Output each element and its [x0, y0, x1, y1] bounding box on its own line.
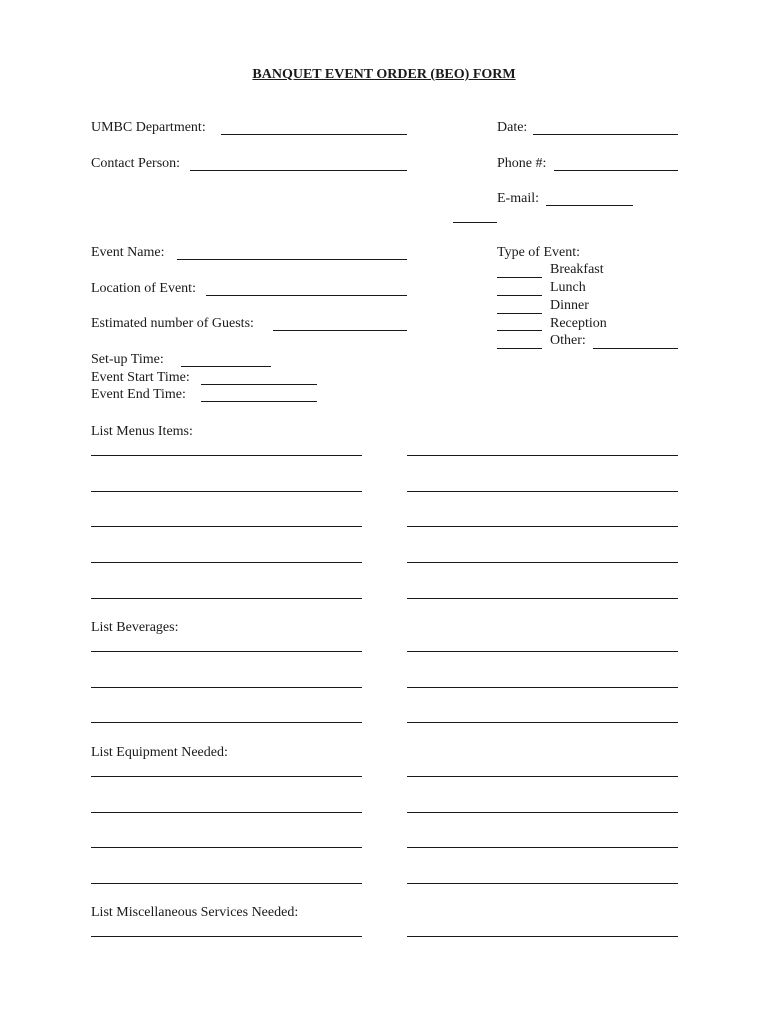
breakfast-option: Breakfast	[550, 262, 604, 277]
equipment-line[interactable]	[407, 812, 678, 813]
event-name-label: Event Name:	[91, 245, 165, 260]
setup-time-field[interactable]	[181, 366, 271, 367]
equipment-line[interactable]	[407, 776, 678, 777]
setup-time-label: Set-up Time:	[91, 352, 164, 367]
menu-line[interactable]	[407, 562, 678, 563]
beverages-line[interactable]	[407, 687, 678, 688]
dinner-option: Dinner	[550, 298, 589, 313]
menu-line[interactable]	[407, 598, 678, 599]
lunch-checkline[interactable]	[497, 295, 542, 296]
email-field-continuation[interactable]	[453, 222, 497, 223]
equipment-line[interactable]	[91, 883, 362, 884]
menu-line[interactable]	[407, 455, 678, 456]
end-time-field[interactable]	[201, 401, 317, 402]
date-label: Date:	[497, 120, 528, 135]
menu-line[interactable]	[91, 455, 362, 456]
beverages-line[interactable]	[407, 651, 678, 652]
menu-line[interactable]	[407, 526, 678, 527]
equipment-line[interactable]	[91, 776, 362, 777]
event-name-field[interactable]	[177, 259, 407, 260]
reception-option: Reception	[550, 316, 607, 331]
beverages-line[interactable]	[407, 722, 678, 723]
contact-person-label: Contact Person:	[91, 156, 181, 171]
menu-section-label: List Menus Items:	[91, 424, 193, 439]
other-field[interactable]	[593, 348, 678, 349]
other-option: Other:	[550, 333, 586, 348]
phone-label: Phone #:	[497, 156, 547, 171]
form-title: BANQUET EVENT ORDER (BEO) FORM	[252, 67, 516, 82]
dinner-checkline[interactable]	[497, 313, 542, 314]
lunch-option: Lunch	[550, 280, 586, 295]
menu-line[interactable]	[91, 491, 362, 492]
equipment-line[interactable]	[91, 847, 362, 848]
guests-label: Estimated number of Guests:	[91, 316, 254, 331]
department-label: UMBC Department:	[91, 120, 206, 135]
menu-line[interactable]	[407, 491, 678, 492]
other-checkline[interactable]	[497, 348, 542, 349]
end-time-label: Event End Time:	[91, 387, 186, 402]
guests-field[interactable]	[273, 330, 407, 331]
equipment-line[interactable]	[91, 812, 362, 813]
menu-line[interactable]	[91, 598, 362, 599]
misc-line[interactable]	[91, 936, 362, 937]
beverages-line[interactable]	[91, 687, 362, 688]
type-of-event-label: Type of Event:	[497, 245, 580, 260]
location-field[interactable]	[206, 295, 407, 296]
start-time-label: Event Start Time:	[91, 370, 190, 385]
equipment-line[interactable]	[407, 847, 678, 848]
misc-section-label: List Miscellaneous Services Needed:	[91, 905, 299, 920]
reception-checkline[interactable]	[497, 330, 542, 331]
contact-person-field[interactable]	[190, 170, 407, 171]
start-time-field[interactable]	[201, 384, 317, 385]
misc-line[interactable]	[407, 936, 678, 937]
beverages-section-label: List Beverages:	[91, 620, 179, 635]
beverages-line[interactable]	[91, 722, 362, 723]
equipment-line[interactable]	[407, 883, 678, 884]
menu-line[interactable]	[91, 562, 362, 563]
location-label: Location of Event:	[91, 281, 196, 296]
equipment-section-label: List Equipment Needed:	[91, 745, 228, 760]
breakfast-checkline[interactable]	[497, 277, 542, 278]
email-label: E-mail:	[497, 191, 539, 206]
date-field[interactable]	[533, 134, 678, 135]
phone-field[interactable]	[554, 170, 678, 171]
email-field[interactable]	[546, 205, 633, 206]
menu-line[interactable]	[91, 526, 362, 527]
beverages-line[interactable]	[91, 651, 362, 652]
department-field[interactable]	[221, 134, 407, 135]
